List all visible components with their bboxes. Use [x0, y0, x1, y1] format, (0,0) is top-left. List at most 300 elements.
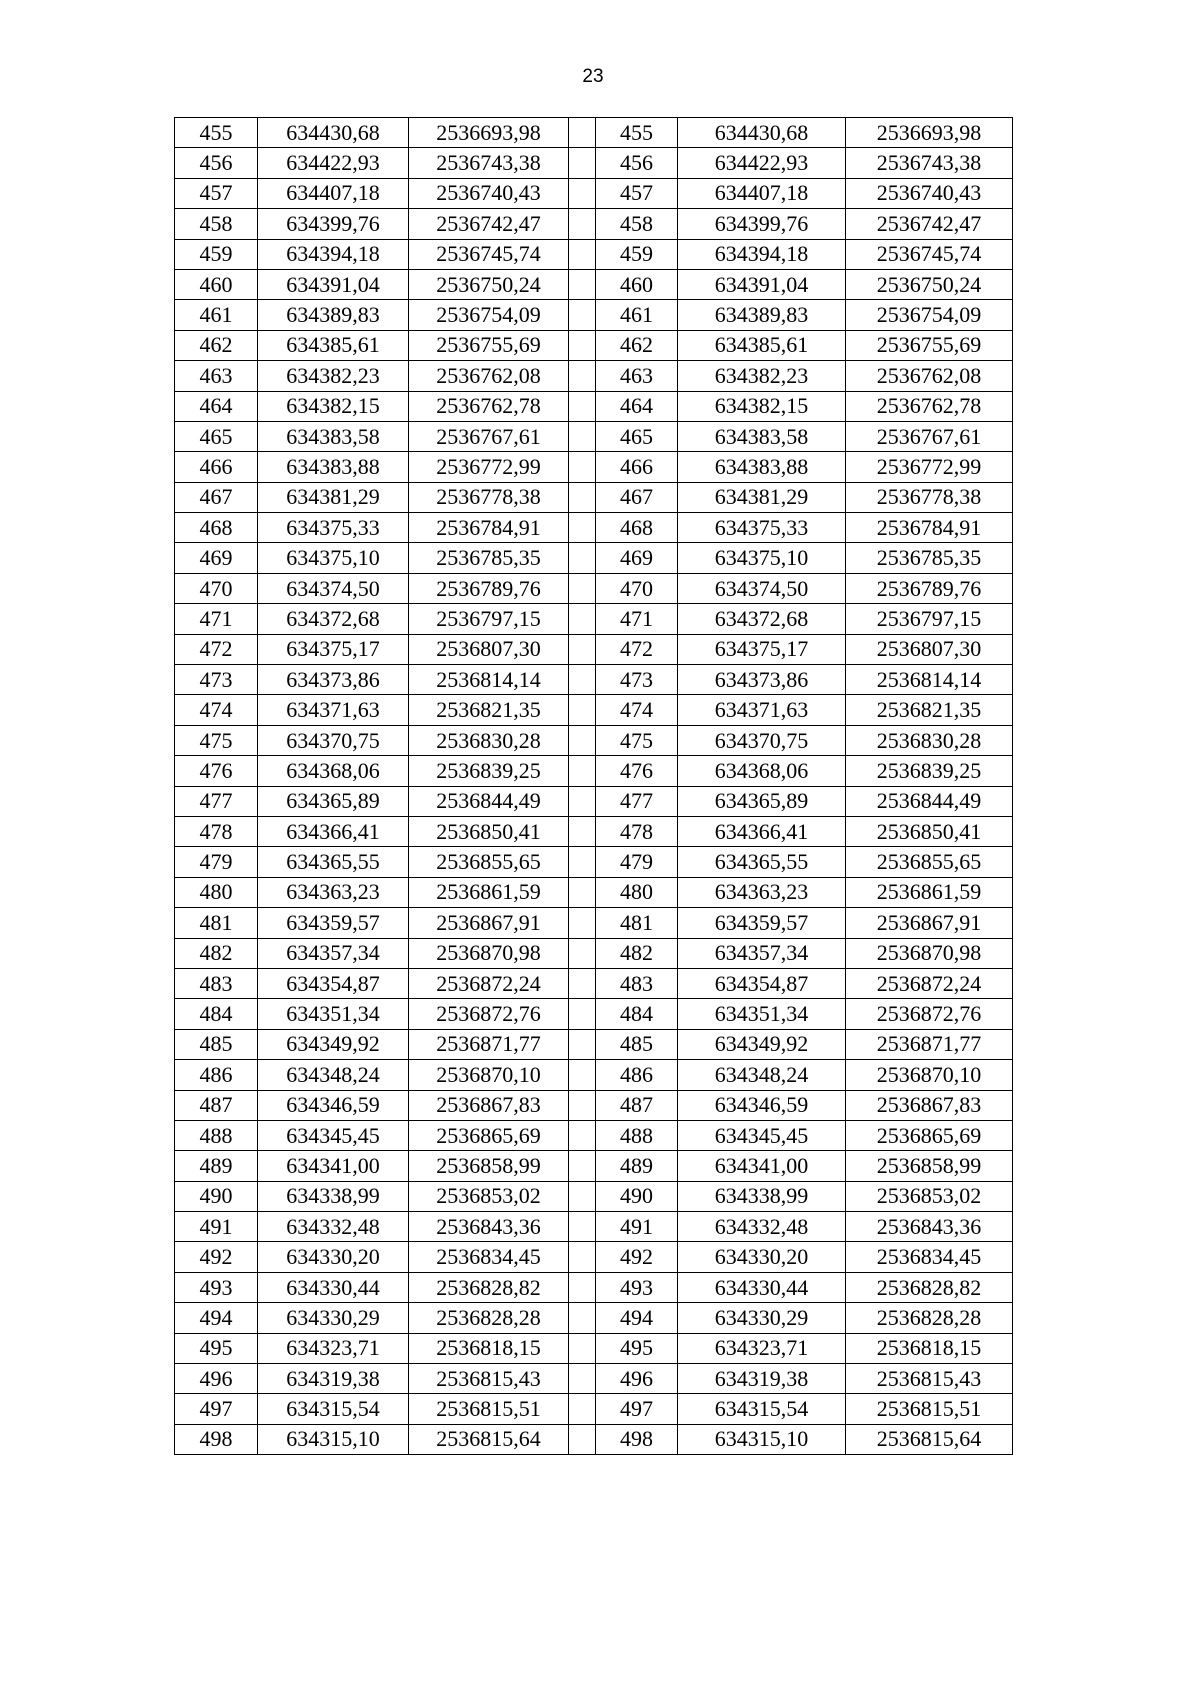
left-y-coordinate-cell: 2536858,99 — [409, 1151, 569, 1181]
right-y-coordinate-cell: 2536778,38 — [846, 482, 1013, 512]
right-x-coordinate-cell: 634315,10 — [678, 1424, 846, 1454]
left-point-number-cell: 479 — [175, 847, 258, 877]
right-y-coordinate-cell: 2536750,24 — [846, 269, 1013, 299]
right-y-coordinate-cell: 2536865,69 — [846, 1120, 1013, 1150]
right-point-number-cell: 491 — [596, 1212, 678, 1242]
right-point-number-cell: 474 — [596, 695, 678, 725]
left-point-number-cell: 498 — [175, 1424, 258, 1454]
left-x-coordinate-cell: 634348,24 — [258, 1060, 409, 1090]
spacer-cell — [569, 1151, 596, 1181]
table-row — [175, 118, 1013, 148]
left-x-coordinate-cell: 634349,92 — [258, 1029, 409, 1059]
table-row — [175, 573, 1013, 603]
left-point-number-cell: 484 — [175, 999, 258, 1029]
left-x-coordinate-cell: 634370,75 — [258, 725, 409, 755]
left-x-coordinate-cell: 634357,34 — [258, 938, 409, 968]
right-y-coordinate-cell: 2536843,36 — [846, 1212, 1013, 1242]
left-y-coordinate-cell: 2536871,77 — [409, 1029, 569, 1059]
right-x-coordinate-cell: 634357,34 — [678, 938, 846, 968]
left-point-number-cell: 483 — [175, 968, 258, 998]
spacer-cell — [569, 1333, 596, 1363]
spacer-cell — [569, 1090, 596, 1120]
left-y-coordinate-cell: 2536750,24 — [409, 269, 569, 299]
spacer-cell — [569, 330, 596, 360]
table-row — [175, 1029, 1013, 1059]
table-row — [175, 1303, 1013, 1333]
left-point-number-cell: 475 — [175, 725, 258, 755]
coordinates-table-body — [175, 118, 1013, 1455]
table-row — [175, 1333, 1013, 1363]
spacer-cell — [569, 1394, 596, 1424]
right-point-number-cell: 465 — [596, 421, 678, 451]
table-row — [175, 968, 1013, 998]
left-x-coordinate-cell: 634368,06 — [258, 756, 409, 786]
left-point-number-cell: 471 — [175, 604, 258, 634]
right-y-coordinate-cell: 2536844,49 — [846, 786, 1013, 816]
right-point-number-cell: 475 — [596, 725, 678, 755]
right-point-number-cell: 481 — [596, 908, 678, 938]
right-x-coordinate-cell: 634385,61 — [678, 330, 846, 360]
left-y-coordinate-cell: 2536828,82 — [409, 1272, 569, 1302]
left-point-number-cell: 488 — [175, 1120, 258, 1150]
right-y-coordinate-cell: 2536789,76 — [846, 573, 1013, 603]
left-y-coordinate-cell: 2536867,83 — [409, 1090, 569, 1120]
left-point-number-cell: 459 — [175, 239, 258, 269]
right-y-coordinate-cell: 2536872,24 — [846, 968, 1013, 998]
table-row — [175, 786, 1013, 816]
right-y-coordinate-cell: 2536850,41 — [846, 816, 1013, 846]
left-y-coordinate-cell: 2536839,25 — [409, 756, 569, 786]
left-y-coordinate-cell: 2536778,38 — [409, 482, 569, 512]
left-y-coordinate-cell: 2536815,43 — [409, 1364, 569, 1394]
table-row — [175, 634, 1013, 664]
table-row — [175, 695, 1013, 725]
left-x-coordinate-cell: 634399,76 — [258, 209, 409, 239]
left-point-number-cell: 470 — [175, 573, 258, 603]
right-y-coordinate-cell: 2536872,76 — [846, 999, 1013, 1029]
right-x-coordinate-cell: 634363,23 — [678, 877, 846, 907]
left-point-number-cell: 489 — [175, 1151, 258, 1181]
right-point-number-cell: 492 — [596, 1242, 678, 1272]
right-y-coordinate-cell: 2536828,28 — [846, 1303, 1013, 1333]
spacer-cell — [569, 877, 596, 907]
table-row — [175, 452, 1013, 482]
table-row — [175, 847, 1013, 877]
spacer-cell — [569, 786, 596, 816]
right-y-coordinate-cell: 2536871,77 — [846, 1029, 1013, 1059]
spacer-cell — [569, 209, 596, 239]
table-row — [175, 1090, 1013, 1120]
right-point-number-cell: 467 — [596, 482, 678, 512]
left-y-coordinate-cell: 2536767,61 — [409, 421, 569, 451]
table-row — [175, 999, 1013, 1029]
right-x-coordinate-cell: 634370,75 — [678, 725, 846, 755]
left-y-coordinate-cell: 2536815,51 — [409, 1394, 569, 1424]
table-row — [175, 725, 1013, 755]
spacer-cell — [569, 513, 596, 543]
spacer-cell — [569, 725, 596, 755]
table-row — [175, 239, 1013, 269]
left-point-number-cell: 456 — [175, 148, 258, 178]
right-x-coordinate-cell: 634315,54 — [678, 1394, 846, 1424]
table-row — [175, 1120, 1013, 1150]
right-x-coordinate-cell: 634366,41 — [678, 816, 846, 846]
left-y-coordinate-cell: 2536855,65 — [409, 847, 569, 877]
table-row — [175, 1242, 1013, 1272]
left-point-number-cell: 458 — [175, 209, 258, 239]
right-point-number-cell: 489 — [596, 1151, 678, 1181]
left-x-coordinate-cell: 634351,34 — [258, 999, 409, 1029]
left-y-coordinate-cell: 2536784,91 — [409, 513, 569, 543]
left-point-number-cell: 460 — [175, 269, 258, 299]
right-x-coordinate-cell: 634330,20 — [678, 1242, 846, 1272]
right-y-coordinate-cell: 2536818,15 — [846, 1333, 1013, 1363]
right-x-coordinate-cell: 634383,58 — [678, 421, 846, 451]
right-y-coordinate-cell: 2536807,30 — [846, 634, 1013, 664]
table-row — [175, 908, 1013, 938]
right-point-number-cell: 468 — [596, 513, 678, 543]
left-point-number-cell: 466 — [175, 452, 258, 482]
left-y-coordinate-cell: 2536870,98 — [409, 938, 569, 968]
right-y-coordinate-cell: 2536767,61 — [846, 421, 1013, 451]
left-y-coordinate-cell: 2536853,02 — [409, 1181, 569, 1211]
right-point-number-cell: 455 — [596, 118, 678, 148]
left-y-coordinate-cell: 2536772,99 — [409, 452, 569, 482]
right-point-number-cell: 495 — [596, 1333, 678, 1363]
left-y-coordinate-cell: 2536762,08 — [409, 361, 569, 391]
right-x-coordinate-cell: 634359,57 — [678, 908, 846, 938]
left-point-number-cell: 469 — [175, 543, 258, 573]
right-x-coordinate-cell: 634338,99 — [678, 1181, 846, 1211]
table-row — [175, 513, 1013, 543]
table-row — [175, 938, 1013, 968]
spacer-cell — [569, 1029, 596, 1059]
right-x-coordinate-cell: 634345,45 — [678, 1120, 846, 1150]
right-x-coordinate-cell: 634399,76 — [678, 209, 846, 239]
left-point-number-cell: 481 — [175, 908, 258, 938]
right-x-coordinate-cell: 634330,29 — [678, 1303, 846, 1333]
left-point-number-cell: 476 — [175, 756, 258, 786]
right-point-number-cell: 496 — [596, 1364, 678, 1394]
right-point-number-cell: 462 — [596, 330, 678, 360]
spacer-cell — [569, 634, 596, 664]
left-y-coordinate-cell: 2536754,09 — [409, 300, 569, 330]
left-x-coordinate-cell: 634382,15 — [258, 391, 409, 421]
spacer-cell — [569, 968, 596, 998]
left-y-coordinate-cell: 2536870,10 — [409, 1060, 569, 1090]
left-point-number-cell: 461 — [175, 300, 258, 330]
right-x-coordinate-cell: 634381,29 — [678, 482, 846, 512]
right-x-coordinate-cell: 634375,33 — [678, 513, 846, 543]
right-x-coordinate-cell: 634349,92 — [678, 1029, 846, 1059]
table-row — [175, 178, 1013, 208]
table-row — [175, 148, 1013, 178]
left-point-number-cell: 465 — [175, 421, 258, 451]
spacer-cell — [569, 1212, 596, 1242]
right-y-coordinate-cell: 2536762,78 — [846, 391, 1013, 421]
right-x-coordinate-cell: 634341,00 — [678, 1151, 846, 1181]
right-x-coordinate-cell: 634407,18 — [678, 178, 846, 208]
right-point-number-cell: 487 — [596, 1090, 678, 1120]
left-x-coordinate-cell: 634385,61 — [258, 330, 409, 360]
right-x-coordinate-cell: 634375,10 — [678, 543, 846, 573]
left-y-coordinate-cell: 2536843,36 — [409, 1212, 569, 1242]
right-y-coordinate-cell: 2536861,59 — [846, 877, 1013, 907]
spacer-cell — [569, 908, 596, 938]
left-y-coordinate-cell: 2536818,15 — [409, 1333, 569, 1363]
table-row — [175, 543, 1013, 573]
left-point-number-cell: 494 — [175, 1303, 258, 1333]
left-point-number-cell: 467 — [175, 482, 258, 512]
spacer-cell — [569, 756, 596, 786]
right-x-coordinate-cell: 634375,17 — [678, 634, 846, 664]
right-point-number-cell: 484 — [596, 999, 678, 1029]
right-x-coordinate-cell: 634348,24 — [678, 1060, 846, 1090]
left-point-number-cell: 490 — [175, 1181, 258, 1211]
left-x-coordinate-cell: 634354,87 — [258, 968, 409, 998]
right-point-number-cell: 477 — [596, 786, 678, 816]
left-y-coordinate-cell: 2536865,69 — [409, 1120, 569, 1150]
left-x-coordinate-cell: 634323,71 — [258, 1333, 409, 1363]
right-y-coordinate-cell: 2536815,51 — [846, 1394, 1013, 1424]
left-point-number-cell: 487 — [175, 1090, 258, 1120]
right-point-number-cell: 469 — [596, 543, 678, 573]
right-x-coordinate-cell: 634382,23 — [678, 361, 846, 391]
right-x-coordinate-cell: 634373,86 — [678, 665, 846, 695]
table-row — [175, 391, 1013, 421]
right-point-number-cell: 486 — [596, 1060, 678, 1090]
left-point-number-cell: 486 — [175, 1060, 258, 1090]
left-x-coordinate-cell: 634381,29 — [258, 482, 409, 512]
left-point-number-cell: 480 — [175, 877, 258, 907]
right-point-number-cell: 456 — [596, 148, 678, 178]
right-point-number-cell: 483 — [596, 968, 678, 998]
left-y-coordinate-cell: 2536867,91 — [409, 908, 569, 938]
right-x-coordinate-cell: 634383,88 — [678, 452, 846, 482]
right-x-coordinate-cell: 634371,63 — [678, 695, 846, 725]
left-point-number-cell: 463 — [175, 361, 258, 391]
table-row — [175, 269, 1013, 299]
left-y-coordinate-cell: 2536814,14 — [409, 665, 569, 695]
left-point-number-cell: 491 — [175, 1212, 258, 1242]
left-x-coordinate-cell: 634363,23 — [258, 877, 409, 907]
right-y-coordinate-cell: 2536853,02 — [846, 1181, 1013, 1211]
right-y-coordinate-cell: 2536839,25 — [846, 756, 1013, 786]
left-x-coordinate-cell: 634330,20 — [258, 1242, 409, 1272]
right-y-coordinate-cell: 2536834,45 — [846, 1242, 1013, 1272]
right-x-coordinate-cell: 634323,71 — [678, 1333, 846, 1363]
table-row — [175, 604, 1013, 634]
left-x-coordinate-cell: 634430,68 — [258, 118, 409, 148]
right-x-coordinate-cell: 634394,18 — [678, 239, 846, 269]
right-y-coordinate-cell: 2536772,99 — [846, 452, 1013, 482]
left-point-number-cell: 496 — [175, 1364, 258, 1394]
left-x-coordinate-cell: 634374,50 — [258, 573, 409, 603]
left-x-coordinate-cell: 634330,29 — [258, 1303, 409, 1333]
right-point-number-cell: 482 — [596, 938, 678, 968]
page-number: 23 — [582, 66, 604, 87]
right-y-coordinate-cell: 2536797,15 — [846, 604, 1013, 634]
table-row — [175, 482, 1013, 512]
right-x-coordinate-cell: 634365,89 — [678, 786, 846, 816]
left-point-number-cell: 455 — [175, 118, 258, 148]
right-y-coordinate-cell: 2536754,09 — [846, 300, 1013, 330]
right-y-coordinate-cell: 2536745,74 — [846, 239, 1013, 269]
table-row — [175, 1060, 1013, 1090]
left-y-coordinate-cell: 2536844,49 — [409, 786, 569, 816]
table-row — [175, 1364, 1013, 1394]
right-y-coordinate-cell: 2536814,14 — [846, 665, 1013, 695]
spacer-cell — [569, 543, 596, 573]
right-x-coordinate-cell: 634372,68 — [678, 604, 846, 634]
left-point-number-cell: 473 — [175, 665, 258, 695]
right-x-coordinate-cell: 634422,93 — [678, 148, 846, 178]
left-point-number-cell: 493 — [175, 1272, 258, 1302]
right-point-number-cell: 479 — [596, 847, 678, 877]
spacer-cell — [569, 391, 596, 421]
left-x-coordinate-cell: 634365,89 — [258, 786, 409, 816]
right-point-number-cell: 498 — [596, 1424, 678, 1454]
right-y-coordinate-cell: 2536784,91 — [846, 513, 1013, 543]
right-point-number-cell: 470 — [596, 573, 678, 603]
left-x-coordinate-cell: 634319,38 — [258, 1364, 409, 1394]
left-x-coordinate-cell: 634383,88 — [258, 452, 409, 482]
left-point-number-cell: 477 — [175, 786, 258, 816]
left-x-coordinate-cell: 634373,86 — [258, 665, 409, 695]
right-y-coordinate-cell: 2536870,10 — [846, 1060, 1013, 1090]
left-x-coordinate-cell: 634315,54 — [258, 1394, 409, 1424]
table-row — [175, 1181, 1013, 1211]
spacer-cell — [569, 1242, 596, 1272]
right-point-number-cell: 471 — [596, 604, 678, 634]
spacer-cell — [569, 847, 596, 877]
table-row — [175, 300, 1013, 330]
right-y-coordinate-cell: 2536867,91 — [846, 908, 1013, 938]
table-row — [175, 209, 1013, 239]
table-row — [175, 665, 1013, 695]
right-y-coordinate-cell: 2536867,83 — [846, 1090, 1013, 1120]
spacer-cell — [569, 148, 596, 178]
left-point-number-cell: 478 — [175, 816, 258, 846]
table-row — [175, 361, 1013, 391]
left-y-coordinate-cell: 2536762,78 — [409, 391, 569, 421]
left-y-coordinate-cell: 2536861,59 — [409, 877, 569, 907]
spacer-cell — [569, 695, 596, 725]
spacer-cell — [569, 1364, 596, 1394]
spacer-cell — [569, 573, 596, 603]
left-x-coordinate-cell: 634345,45 — [258, 1120, 409, 1150]
spacer-cell — [569, 1181, 596, 1211]
left-x-coordinate-cell: 634338,99 — [258, 1181, 409, 1211]
right-y-coordinate-cell: 2536855,65 — [846, 847, 1013, 877]
table-row — [175, 1272, 1013, 1302]
left-x-coordinate-cell: 634394,18 — [258, 239, 409, 269]
table-row — [175, 1212, 1013, 1242]
left-x-coordinate-cell: 634422,93 — [258, 148, 409, 178]
table-row — [175, 421, 1013, 451]
right-point-number-cell: 478 — [596, 816, 678, 846]
right-x-coordinate-cell: 634330,44 — [678, 1272, 846, 1302]
left-x-coordinate-cell: 634346,59 — [258, 1090, 409, 1120]
right-y-coordinate-cell: 2536693,98 — [846, 118, 1013, 148]
left-y-coordinate-cell: 2536830,28 — [409, 725, 569, 755]
spacer-cell — [569, 1424, 596, 1454]
left-y-coordinate-cell: 2536743,38 — [409, 148, 569, 178]
spacer-cell — [569, 1272, 596, 1302]
table-row — [175, 1424, 1013, 1454]
left-point-number-cell: 468 — [175, 513, 258, 543]
left-y-coordinate-cell: 2536850,41 — [409, 816, 569, 846]
left-x-coordinate-cell: 634389,83 — [258, 300, 409, 330]
left-x-coordinate-cell: 634391,04 — [258, 269, 409, 299]
right-x-coordinate-cell: 634389,83 — [678, 300, 846, 330]
right-y-coordinate-cell: 2536815,43 — [846, 1364, 1013, 1394]
left-y-coordinate-cell: 2536828,28 — [409, 1303, 569, 1333]
right-y-coordinate-cell: 2536742,47 — [846, 209, 1013, 239]
coordinates-table — [174, 117, 1013, 1455]
right-y-coordinate-cell: 2536858,99 — [846, 1151, 1013, 1181]
left-y-coordinate-cell: 2536789,76 — [409, 573, 569, 603]
left-y-coordinate-cell: 2536740,43 — [409, 178, 569, 208]
right-x-coordinate-cell: 634430,68 — [678, 118, 846, 148]
right-point-number-cell: 476 — [596, 756, 678, 786]
right-y-coordinate-cell: 2536828,82 — [846, 1272, 1013, 1302]
left-x-coordinate-cell: 634365,55 — [258, 847, 409, 877]
right-y-coordinate-cell: 2536785,35 — [846, 543, 1013, 573]
right-point-number-cell: 494 — [596, 1303, 678, 1333]
left-point-number-cell: 492 — [175, 1242, 258, 1272]
right-x-coordinate-cell: 634354,87 — [678, 968, 846, 998]
right-y-coordinate-cell: 2536740,43 — [846, 178, 1013, 208]
right-point-number-cell: 458 — [596, 209, 678, 239]
right-x-coordinate-cell: 634382,15 — [678, 391, 846, 421]
right-x-coordinate-cell: 634332,48 — [678, 1212, 846, 1242]
spacer-cell — [569, 482, 596, 512]
right-point-number-cell: 472 — [596, 634, 678, 664]
right-point-number-cell: 464 — [596, 391, 678, 421]
table-row — [175, 816, 1013, 846]
left-x-coordinate-cell: 634375,10 — [258, 543, 409, 573]
left-y-coordinate-cell: 2536807,30 — [409, 634, 569, 664]
spacer-cell — [569, 421, 596, 451]
spacer-cell — [569, 452, 596, 482]
left-point-number-cell: 482 — [175, 938, 258, 968]
left-x-coordinate-cell: 634407,18 — [258, 178, 409, 208]
spacer-cell — [569, 665, 596, 695]
right-point-number-cell: 493 — [596, 1272, 678, 1302]
right-point-number-cell: 485 — [596, 1029, 678, 1059]
left-y-coordinate-cell: 2536785,35 — [409, 543, 569, 573]
left-y-coordinate-cell: 2536797,15 — [409, 604, 569, 634]
left-x-coordinate-cell: 634375,17 — [258, 634, 409, 664]
left-point-number-cell: 464 — [175, 391, 258, 421]
spacer-cell — [569, 1303, 596, 1333]
right-y-coordinate-cell: 2536743,38 — [846, 148, 1013, 178]
right-x-coordinate-cell: 634391,04 — [678, 269, 846, 299]
table-row — [175, 756, 1013, 786]
right-point-number-cell: 457 — [596, 178, 678, 208]
table-row — [175, 1394, 1013, 1424]
table-row — [175, 1151, 1013, 1181]
left-y-coordinate-cell: 2536755,69 — [409, 330, 569, 360]
right-point-number-cell: 488 — [596, 1120, 678, 1150]
left-x-coordinate-cell: 634371,63 — [258, 695, 409, 725]
left-point-number-cell: 485 — [175, 1029, 258, 1059]
left-x-coordinate-cell: 634382,23 — [258, 361, 409, 391]
spacer-cell — [569, 999, 596, 1029]
left-point-number-cell: 497 — [175, 1394, 258, 1424]
right-y-coordinate-cell: 2536821,35 — [846, 695, 1013, 725]
